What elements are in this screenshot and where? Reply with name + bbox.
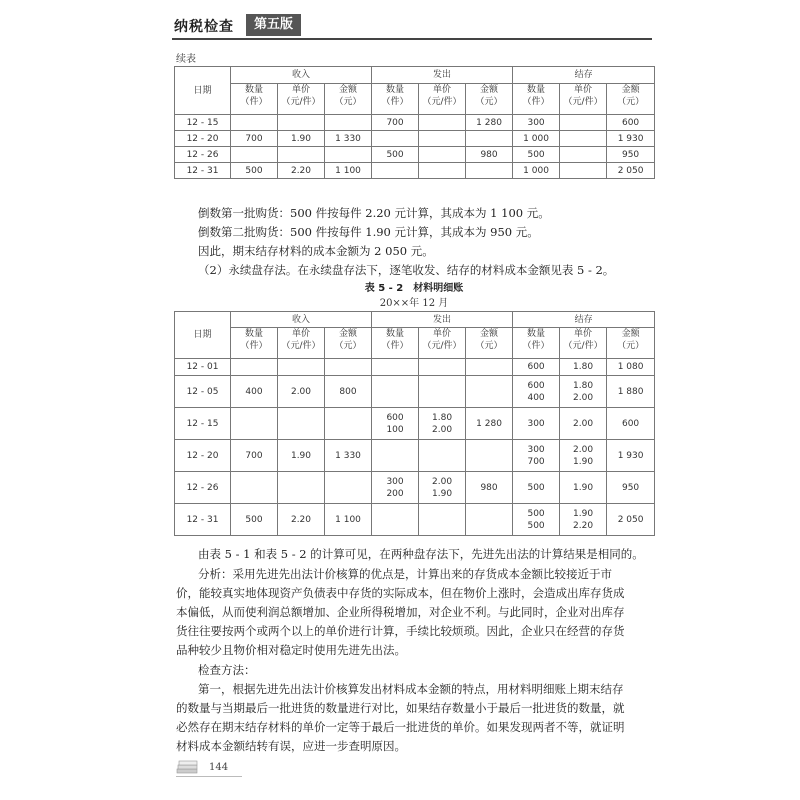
- table-cell: [278, 408, 325, 440]
- table-row: [175, 504, 655, 536]
- table-cell: 300 200: [372, 472, 419, 504]
- table-row: [175, 440, 655, 472]
- column-header: 金额 （元）: [466, 84, 513, 115]
- table-cell: 600 100: [372, 408, 419, 440]
- date-cell: 12 - 15: [175, 408, 231, 440]
- table-cell: [466, 359, 513, 376]
- date-cell: 12 - 20: [175, 440, 231, 472]
- table-cell: [325, 408, 372, 440]
- table-cell: [278, 359, 325, 376]
- table-cell: [419, 115, 466, 131]
- column-header: 单价 （元/件）: [560, 328, 607, 359]
- table-cell: [419, 359, 466, 376]
- table-cell: 1 100: [325, 504, 372, 536]
- table-cell: [372, 440, 419, 472]
- text-line: 材料成本金额结转有误，应进一步查明原因。: [176, 739, 406, 753]
- table-cell: 500: [372, 147, 419, 163]
- table-cell: [278, 472, 325, 504]
- table-cell: [560, 163, 607, 179]
- table-cell: 1 000: [513, 131, 560, 147]
- footer-rule: [176, 776, 242, 777]
- table-cell: 2.00 1.90: [560, 440, 607, 472]
- text-line: 货往往要按两个或两个以上的单价进行计算，手续比较烦琐。因此，企业只在经营的存货: [176, 624, 625, 638]
- table-cell: 300 700: [513, 440, 560, 472]
- text-line: 检查方法：: [198, 663, 256, 677]
- table-cell: 2 050: [607, 163, 655, 179]
- column-header: 单价 （元/件）: [278, 328, 325, 359]
- table-cell: 500 500: [513, 504, 560, 536]
- text-line: 本偏低，从而使利润总额增加、企业所得税增加，对企业不利。与此同时，企业对出库存: [176, 605, 625, 619]
- table-cell: 800: [325, 376, 372, 408]
- table-cell: 980: [466, 472, 513, 504]
- table-cell: 700: [231, 440, 278, 472]
- table-cell: 300: [513, 408, 560, 440]
- table-cell: 1 280: [466, 115, 513, 131]
- table-body: [175, 359, 655, 536]
- text-line: 分析：采用先进先出法计价核算的优点是，计算出来的存货成本金额比较接近于市: [198, 567, 612, 581]
- table-cell: 1 100: [325, 163, 372, 179]
- table-cell: 2.20: [278, 504, 325, 536]
- table-cell: 1 280: [466, 408, 513, 440]
- table-cell: [325, 359, 372, 376]
- page-header: [172, 14, 652, 40]
- book-title: 纳税检查: [174, 19, 234, 35]
- column-header: 金额 （元）: [325, 328, 372, 359]
- date-cell: 12 - 01: [175, 359, 231, 376]
- table-cell: [325, 115, 372, 131]
- table-cell: [466, 440, 513, 472]
- table-cell: [372, 376, 419, 408]
- column-header: 数量 （件）: [231, 84, 278, 115]
- table-cell: 1.80 2.00: [560, 376, 607, 408]
- continued-table-label: 续表: [176, 54, 196, 65]
- date-cell: 12 - 31: [175, 504, 231, 536]
- table-cell: [419, 440, 466, 472]
- table-cell: 1 080: [607, 359, 655, 376]
- table-cell: [231, 472, 278, 504]
- sub-header-row: [175, 328, 655, 359]
- date-header: 日期: [175, 67, 231, 115]
- table-cell: 2.20: [278, 163, 325, 179]
- table-cell: 600: [513, 359, 560, 376]
- table-cell: 1 880: [607, 376, 655, 408]
- table-cell: [325, 472, 372, 504]
- table-cell: 700: [372, 115, 419, 131]
- table-cell: [419, 504, 466, 536]
- text-line: 倒数第二批购货：500 件按每件 1.90 元计算，其成本为 950 元。: [198, 225, 539, 239]
- table-row: [175, 147, 655, 163]
- table-cell: 600: [607, 408, 655, 440]
- column-header: 数量 （件）: [372, 84, 419, 115]
- table-cell: [372, 163, 419, 179]
- table-cell: 2.00: [278, 376, 325, 408]
- table-cell: 600 400: [513, 376, 560, 408]
- income-header: 收入: [231, 67, 372, 84]
- table-cell: 1 930: [607, 131, 655, 147]
- table-cell: 500: [513, 472, 560, 504]
- table-cell: [278, 115, 325, 131]
- table-cell: [466, 131, 513, 147]
- column-header: 数量 （件）: [513, 328, 560, 359]
- table-subtitle: 20××年 12 月: [379, 298, 449, 309]
- stock-header: 结存: [513, 67, 655, 84]
- table-cell: 1.80: [560, 359, 607, 376]
- text-line: 的数量与当期最后一批进货的数量进行对比，如果结存数量小于最后一批进货的数量，就: [176, 701, 625, 715]
- table-cell: 300: [513, 115, 560, 131]
- table-row: [175, 408, 655, 440]
- text-line: 因此，期末结存材料的成本金额为 2 050 元。: [198, 244, 434, 258]
- date-cell: 12 - 26: [175, 147, 231, 163]
- table-cell: [372, 504, 419, 536]
- text-line: （2）永续盘存法。在永续盘存法下，逐笔收发、结存的材料成本金额见表 5 - 2。: [198, 263, 615, 277]
- table-cell: 700: [231, 131, 278, 147]
- table-cell: 980: [466, 147, 513, 163]
- table-row: [175, 131, 655, 147]
- table-row: [175, 359, 655, 376]
- table-cell: 600: [607, 115, 655, 131]
- material-ledger-table: [174, 311, 655, 536]
- date-cell: 12 - 15: [175, 115, 231, 131]
- table-cell: [419, 163, 466, 179]
- table-cell: [231, 359, 278, 376]
- table-cell: 1.90: [560, 472, 607, 504]
- column-header: 单价 （元/件）: [419, 84, 466, 115]
- date-cell: 12 - 31: [175, 163, 231, 179]
- column-header: 数量 （件）: [372, 328, 419, 359]
- table-cell: [419, 376, 466, 408]
- table-cell: [372, 131, 419, 147]
- text-line: 品种较少且物价相对稳定时使用先进先出法。: [176, 643, 406, 657]
- edition-badge: 第五版: [246, 14, 301, 36]
- table-cell: [466, 376, 513, 408]
- table-cell: 1.80 2.00: [419, 408, 466, 440]
- table-cell: 2 050: [607, 504, 655, 536]
- table-cell: [231, 115, 278, 131]
- column-header: 单价 （元/件）: [278, 84, 325, 115]
- text-line: 第一，根据先进先出法计价核算发出材料成本金额的特点，用材料明细账上期末结存: [198, 682, 624, 696]
- sub-header-row: [175, 84, 655, 115]
- table-cell: 1 930: [607, 440, 655, 472]
- table-cell: 1 330: [325, 131, 372, 147]
- table-row: [175, 115, 655, 131]
- table-row: [175, 163, 655, 179]
- table-cell: [466, 504, 513, 536]
- table-cell: [419, 131, 466, 147]
- table-cell: [372, 359, 419, 376]
- income-header: 收入: [231, 312, 372, 328]
- table-cell: [560, 147, 607, 163]
- date-header: 日期: [175, 312, 231, 359]
- table-cell: 1 330: [325, 440, 372, 472]
- table-title: 表 5 - 2 材料明细账: [364, 283, 464, 294]
- column-header: 金额 （元）: [607, 328, 655, 359]
- table-cell: [419, 147, 466, 163]
- column-header: 数量 （件）: [513, 84, 560, 115]
- text-line: 由表 5 - 1 和表 5 - 2 的计算可见，在两种盘存法下，先进先出法的计算结果是相同的。: [198, 547, 644, 561]
- table-cell: 2.00 1.90: [419, 472, 466, 504]
- column-header: 单价 （元/件）: [419, 328, 466, 359]
- page-number: 144: [209, 762, 229, 773]
- column-header: 金额 （元）: [607, 84, 655, 115]
- column-header: 金额 （元）: [325, 84, 372, 115]
- table-cell: [325, 147, 372, 163]
- book-stack-icon: [176, 760, 200, 774]
- table-body: [175, 115, 655, 179]
- column-header: 金额 （元）: [466, 328, 513, 359]
- text-line: 价，能较真实地体现资产负债表中存货的实际成本，但在物价上涨时，会造成出库存货成: [176, 586, 625, 600]
- table-cell: [560, 131, 607, 147]
- table-cell: 400: [231, 376, 278, 408]
- table-cell: 1.90 2.20: [560, 504, 607, 536]
- table-cell: 500: [513, 147, 560, 163]
- table-cell: 1 000: [513, 163, 560, 179]
- column-header: 单价 （元/件）: [560, 84, 607, 115]
- table-cell: 950: [607, 472, 655, 504]
- table-row: [175, 472, 655, 504]
- ledger-table-continued: [174, 66, 655, 179]
- table-cell: [560, 115, 607, 131]
- table-cell: 1.90: [278, 440, 325, 472]
- stock-header: 结存: [513, 312, 655, 328]
- date-cell: 12 - 20: [175, 131, 231, 147]
- table-cell: 1.90: [278, 131, 325, 147]
- issue-header: 发出: [372, 67, 513, 84]
- table-cell: [231, 408, 278, 440]
- issue-header: 发出: [372, 312, 513, 328]
- table-cell: [466, 163, 513, 179]
- table-cell: 2.00: [560, 408, 607, 440]
- table-cell: [231, 147, 278, 163]
- date-cell: 12 - 26: [175, 472, 231, 504]
- table-cell: 500: [231, 504, 278, 536]
- table-cell: 500: [231, 163, 278, 179]
- text-line: 倒数第一批购货：500 件按每件 2.20 元计算，其成本为 1 100 元。: [198, 206, 550, 220]
- date-cell: 12 - 05: [175, 376, 231, 408]
- text-line: 必然存在期末结存材料的单价一定等于最后一批进货的单价。如果发现两者不等，就证明: [176, 720, 625, 734]
- column-header: 数量 （件）: [231, 328, 278, 359]
- table-cell: 950: [607, 147, 655, 163]
- table-row: [175, 376, 655, 408]
- table-cell: [278, 147, 325, 163]
